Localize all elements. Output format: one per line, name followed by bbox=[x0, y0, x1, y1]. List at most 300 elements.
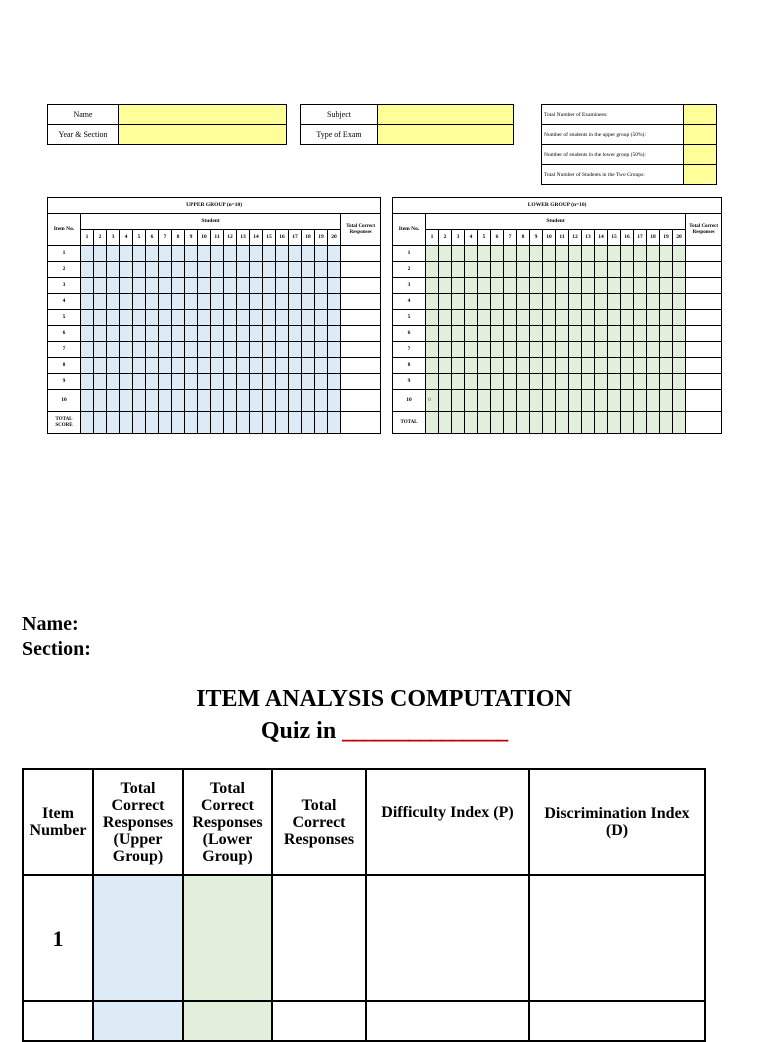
score-cell[interactable] bbox=[133, 358, 146, 374]
score-cell[interactable] bbox=[172, 374, 185, 390]
score-cell[interactable] bbox=[263, 390, 276, 412]
score-cell[interactable] bbox=[478, 294, 491, 310]
score-cell[interactable] bbox=[224, 390, 237, 412]
score-cell[interactable] bbox=[302, 390, 315, 412]
score-cell[interactable] bbox=[426, 326, 439, 342]
form-value-field[interactable] bbox=[119, 125, 287, 145]
score-cell[interactable] bbox=[569, 342, 582, 358]
score-cell[interactable] bbox=[198, 310, 211, 326]
score-cell[interactable] bbox=[211, 294, 224, 310]
score-cell[interactable] bbox=[426, 342, 439, 358]
student-total-cell[interactable] bbox=[634, 412, 647, 434]
score-cell[interactable] bbox=[608, 246, 621, 262]
score-cell[interactable] bbox=[146, 310, 159, 326]
score-cell[interactable] bbox=[504, 278, 517, 294]
score-cell[interactable] bbox=[289, 342, 302, 358]
score-cell[interactable] bbox=[556, 342, 569, 358]
score-cell[interactable] bbox=[439, 246, 452, 262]
score-cell[interactable] bbox=[439, 390, 452, 412]
student-total-cell[interactable] bbox=[439, 412, 452, 434]
score-cell[interactable] bbox=[120, 326, 133, 342]
score-cell[interactable] bbox=[452, 358, 465, 374]
score-cell[interactable] bbox=[302, 342, 315, 358]
student-total-cell[interactable] bbox=[302, 412, 315, 434]
score-cell[interactable] bbox=[647, 246, 660, 262]
score-cell[interactable] bbox=[81, 246, 94, 262]
score-cell[interactable] bbox=[276, 278, 289, 294]
score-cell[interactable] bbox=[634, 326, 647, 342]
score-cell[interactable] bbox=[94, 278, 107, 294]
score-cell[interactable] bbox=[276, 262, 289, 278]
score-cell[interactable] bbox=[556, 358, 569, 374]
score-cell[interactable] bbox=[673, 246, 686, 262]
score-cell[interactable] bbox=[556, 262, 569, 278]
student-total-cell[interactable] bbox=[185, 412, 198, 434]
item-total-cell[interactable] bbox=[341, 390, 381, 412]
score-cell[interactable] bbox=[250, 294, 263, 310]
score-cell[interactable] bbox=[582, 310, 595, 326]
score-cell[interactable] bbox=[159, 390, 172, 412]
score-cell[interactable] bbox=[595, 246, 608, 262]
score-cell[interactable] bbox=[530, 262, 543, 278]
score-cell[interactable] bbox=[159, 342, 172, 358]
item-total-cell[interactable] bbox=[341, 294, 381, 310]
student-total-cell[interactable] bbox=[465, 412, 478, 434]
score-cell[interactable] bbox=[276, 246, 289, 262]
score-cell[interactable] bbox=[517, 390, 530, 412]
score-cell[interactable] bbox=[478, 246, 491, 262]
score-cell[interactable] bbox=[237, 326, 250, 342]
score-cell[interactable] bbox=[289, 278, 302, 294]
score-cell[interactable] bbox=[634, 310, 647, 326]
score-cell[interactable] bbox=[478, 310, 491, 326]
item-total-cell[interactable] bbox=[686, 358, 722, 374]
score-cell[interactable] bbox=[133, 310, 146, 326]
item-total-cell[interactable] bbox=[341, 262, 381, 278]
score-cell[interactable] bbox=[224, 294, 237, 310]
score-cell[interactable] bbox=[94, 310, 107, 326]
score-cell[interactable] bbox=[250, 342, 263, 358]
score-cell[interactable] bbox=[556, 374, 569, 390]
student-total-cell[interactable] bbox=[673, 412, 686, 434]
score-cell[interactable] bbox=[263, 342, 276, 358]
score-cell[interactable] bbox=[582, 390, 595, 412]
difficulty-index-cell[interactable] bbox=[366, 1001, 529, 1041]
score-cell[interactable] bbox=[211, 246, 224, 262]
score-cell[interactable] bbox=[302, 262, 315, 278]
score-cell[interactable] bbox=[315, 278, 328, 294]
score-cell[interactable] bbox=[504, 246, 517, 262]
score-cell[interactable] bbox=[237, 262, 250, 278]
score-cell[interactable] bbox=[543, 262, 556, 278]
score-cell[interactable] bbox=[478, 262, 491, 278]
score-cell[interactable] bbox=[660, 374, 673, 390]
score-cell[interactable] bbox=[647, 310, 660, 326]
score-cell[interactable] bbox=[504, 310, 517, 326]
score-cell[interactable] bbox=[315, 326, 328, 342]
student-total-cell[interactable] bbox=[224, 412, 237, 434]
score-cell[interactable] bbox=[647, 390, 660, 412]
score-cell[interactable] bbox=[426, 246, 439, 262]
score-cell[interactable] bbox=[133, 246, 146, 262]
score-cell[interactable] bbox=[263, 246, 276, 262]
score-cell[interactable] bbox=[302, 358, 315, 374]
item-total-cell[interactable] bbox=[686, 246, 722, 262]
score-cell[interactable] bbox=[198, 358, 211, 374]
total-responses-cell[interactable] bbox=[272, 875, 366, 1001]
item-total-cell[interactable] bbox=[341, 326, 381, 342]
score-cell[interactable] bbox=[634, 262, 647, 278]
upper-responses-cell[interactable] bbox=[93, 1001, 183, 1041]
score-cell[interactable] bbox=[107, 342, 120, 358]
score-cell[interactable] bbox=[660, 390, 673, 412]
score-cell[interactable] bbox=[595, 374, 608, 390]
score-cell[interactable] bbox=[621, 358, 634, 374]
score-cell[interactable] bbox=[302, 278, 315, 294]
score-cell[interactable] bbox=[595, 326, 608, 342]
score-cell[interactable] bbox=[647, 294, 660, 310]
score-cell[interactable] bbox=[146, 374, 159, 390]
score-cell[interactable] bbox=[543, 246, 556, 262]
score-cell[interactable] bbox=[608, 262, 621, 278]
score-cell[interactable] bbox=[439, 310, 452, 326]
student-total-cell[interactable] bbox=[426, 412, 439, 434]
score-cell[interactable] bbox=[439, 278, 452, 294]
score-cell[interactable] bbox=[81, 294, 94, 310]
score-cell[interactable] bbox=[250, 390, 263, 412]
score-cell[interactable] bbox=[107, 326, 120, 342]
score-cell[interactable] bbox=[224, 310, 237, 326]
score-cell[interactable] bbox=[211, 374, 224, 390]
item-total-cell[interactable] bbox=[341, 310, 381, 326]
score-cell[interactable] bbox=[289, 390, 302, 412]
score-cell[interactable] bbox=[120, 278, 133, 294]
score-cell[interactable] bbox=[621, 262, 634, 278]
score-cell[interactable] bbox=[582, 326, 595, 342]
score-cell[interactable] bbox=[673, 374, 686, 390]
score-cell[interactable] bbox=[673, 294, 686, 310]
student-total-cell[interactable] bbox=[569, 412, 582, 434]
score-cell[interactable] bbox=[107, 374, 120, 390]
score-cell[interactable] bbox=[634, 390, 647, 412]
score-cell[interactable] bbox=[315, 342, 328, 358]
discrimination-index-cell[interactable] bbox=[529, 1001, 705, 1041]
score-cell[interactable] bbox=[530, 294, 543, 310]
score-cell[interactable] bbox=[159, 326, 172, 342]
score-cell[interactable] bbox=[263, 294, 276, 310]
score-cell[interactable] bbox=[621, 246, 634, 262]
score-cell[interactable] bbox=[289, 262, 302, 278]
student-total-cell[interactable] bbox=[478, 412, 491, 434]
score-cell[interactable] bbox=[452, 342, 465, 358]
score-cell[interactable] bbox=[582, 262, 595, 278]
score-cell[interactable] bbox=[211, 326, 224, 342]
score-cell[interactable] bbox=[120, 342, 133, 358]
score-cell[interactable] bbox=[465, 246, 478, 262]
score-cell[interactable] bbox=[439, 374, 452, 390]
student-total-cell[interactable] bbox=[120, 412, 133, 434]
score-cell[interactable] bbox=[328, 310, 341, 326]
score-cell[interactable] bbox=[172, 342, 185, 358]
score-cell[interactable] bbox=[159, 278, 172, 294]
score-cell[interactable] bbox=[107, 294, 120, 310]
score-cell[interactable] bbox=[172, 390, 185, 412]
score-cell[interactable] bbox=[198, 342, 211, 358]
form-value-field[interactable] bbox=[684, 165, 717, 185]
score-cell[interactable] bbox=[556, 390, 569, 412]
student-total-cell[interactable] bbox=[211, 412, 224, 434]
score-cell[interactable] bbox=[426, 294, 439, 310]
score-cell[interactable] bbox=[530, 358, 543, 374]
score-cell[interactable] bbox=[224, 342, 237, 358]
total-responses-cell[interactable] bbox=[272, 1001, 366, 1041]
student-total-cell[interactable] bbox=[517, 412, 530, 434]
score-cell[interactable] bbox=[107, 278, 120, 294]
score-cell[interactable] bbox=[426, 310, 439, 326]
score-cell[interactable] bbox=[491, 310, 504, 326]
student-total-cell[interactable] bbox=[608, 412, 621, 434]
score-cell[interactable] bbox=[491, 358, 504, 374]
score-cell[interactable] bbox=[478, 358, 491, 374]
score-cell[interactable] bbox=[465, 310, 478, 326]
score-cell[interactable] bbox=[426, 358, 439, 374]
score-cell[interactable] bbox=[660, 262, 673, 278]
score-cell[interactable] bbox=[543, 390, 556, 412]
score-cell[interactable] bbox=[608, 310, 621, 326]
score-cell[interactable] bbox=[237, 310, 250, 326]
score-cell[interactable] bbox=[172, 358, 185, 374]
score-cell[interactable] bbox=[198, 390, 211, 412]
score-cell[interactable] bbox=[673, 262, 686, 278]
score-cell[interactable] bbox=[543, 342, 556, 358]
score-cell[interactable] bbox=[582, 278, 595, 294]
score-cell[interactable] bbox=[517, 374, 530, 390]
score-cell[interactable] bbox=[146, 294, 159, 310]
score-cell[interactable] bbox=[185, 262, 198, 278]
score-cell[interactable] bbox=[530, 326, 543, 342]
student-total-cell[interactable] bbox=[81, 412, 94, 434]
item-total-cell[interactable] bbox=[686, 278, 722, 294]
upper-responses-cell[interactable] bbox=[93, 875, 183, 1001]
grand-total-cell[interactable] bbox=[686, 412, 722, 434]
student-total-cell[interactable] bbox=[250, 412, 263, 434]
score-cell[interactable] bbox=[315, 294, 328, 310]
score-cell[interactable] bbox=[478, 278, 491, 294]
item-total-cell[interactable] bbox=[686, 390, 722, 412]
score-cell[interactable] bbox=[569, 326, 582, 342]
score-cell[interactable] bbox=[426, 278, 439, 294]
score-cell[interactable] bbox=[81, 358, 94, 374]
score-cell[interactable] bbox=[660, 246, 673, 262]
score-cell[interactable] bbox=[621, 390, 634, 412]
score-cell[interactable] bbox=[426, 374, 439, 390]
score-cell[interactable] bbox=[621, 294, 634, 310]
score-cell[interactable] bbox=[673, 278, 686, 294]
score-cell[interactable] bbox=[634, 294, 647, 310]
score-cell[interactable] bbox=[660, 342, 673, 358]
score-cell[interactable] bbox=[582, 358, 595, 374]
score-cell[interactable] bbox=[224, 374, 237, 390]
item-total-cell[interactable] bbox=[686, 374, 722, 390]
item-total-cell[interactable] bbox=[686, 326, 722, 342]
score-cell[interactable] bbox=[504, 326, 517, 342]
score-cell[interactable] bbox=[159, 310, 172, 326]
score-cell[interactable] bbox=[556, 294, 569, 310]
score-cell[interactable] bbox=[107, 310, 120, 326]
score-cell[interactable] bbox=[452, 262, 465, 278]
student-total-cell[interactable] bbox=[504, 412, 517, 434]
score-cell[interactable] bbox=[185, 246, 198, 262]
score-cell[interactable] bbox=[465, 294, 478, 310]
score-cell[interactable] bbox=[543, 310, 556, 326]
score-cell[interactable] bbox=[439, 358, 452, 374]
score-cell[interactable] bbox=[478, 326, 491, 342]
score-cell[interactable] bbox=[582, 246, 595, 262]
score-cell[interactable] bbox=[621, 374, 634, 390]
student-total-cell[interactable] bbox=[595, 412, 608, 434]
score-cell[interactable] bbox=[289, 326, 302, 342]
score-cell[interactable] bbox=[81, 374, 94, 390]
score-cell[interactable] bbox=[185, 278, 198, 294]
score-cell[interactable] bbox=[224, 262, 237, 278]
score-cell[interactable] bbox=[250, 326, 263, 342]
score-cell[interactable] bbox=[452, 246, 465, 262]
score-cell[interactable] bbox=[608, 374, 621, 390]
score-cell[interactable] bbox=[517, 342, 530, 358]
score-cell[interactable] bbox=[491, 374, 504, 390]
score-cell[interactable] bbox=[478, 390, 491, 412]
score-cell[interactable] bbox=[146, 342, 159, 358]
score-cell[interactable] bbox=[491, 294, 504, 310]
score-cell[interactable] bbox=[530, 310, 543, 326]
score-cell[interactable] bbox=[465, 342, 478, 358]
score-cell[interactable] bbox=[172, 262, 185, 278]
item-total-cell[interactable] bbox=[341, 278, 381, 294]
score-cell[interactable] bbox=[94, 262, 107, 278]
score-cell[interactable] bbox=[94, 326, 107, 342]
score-cell[interactable] bbox=[504, 358, 517, 374]
score-cell[interactable] bbox=[315, 390, 328, 412]
score-cell[interactable] bbox=[315, 358, 328, 374]
score-cell[interactable] bbox=[198, 326, 211, 342]
score-cell[interactable] bbox=[621, 326, 634, 342]
score-cell[interactable] bbox=[120, 294, 133, 310]
score-cell[interactable] bbox=[647, 262, 660, 278]
score-cell[interactable] bbox=[302, 326, 315, 342]
score-cell[interactable] bbox=[660, 310, 673, 326]
score-cell[interactable] bbox=[569, 246, 582, 262]
score-cell[interactable] bbox=[328, 262, 341, 278]
score-cell[interactable] bbox=[289, 310, 302, 326]
score-cell[interactable] bbox=[250, 374, 263, 390]
student-total-cell[interactable] bbox=[647, 412, 660, 434]
score-cell[interactable] bbox=[302, 246, 315, 262]
score-cell[interactable] bbox=[517, 262, 530, 278]
score-cell[interactable] bbox=[172, 278, 185, 294]
score-cell[interactable] bbox=[224, 246, 237, 262]
score-cell[interactable] bbox=[185, 342, 198, 358]
score-cell[interactable] bbox=[211, 358, 224, 374]
score-cell[interactable] bbox=[452, 310, 465, 326]
score-cell[interactable] bbox=[81, 262, 94, 278]
score-cell[interactable] bbox=[276, 358, 289, 374]
score-cell[interactable] bbox=[556, 310, 569, 326]
score-cell[interactable] bbox=[133, 374, 146, 390]
score-cell[interactable] bbox=[328, 326, 341, 342]
score-cell[interactable] bbox=[159, 262, 172, 278]
score-cell[interactable] bbox=[465, 358, 478, 374]
score-cell[interactable] bbox=[107, 358, 120, 374]
score-cell[interactable] bbox=[211, 342, 224, 358]
score-cell[interactable] bbox=[452, 374, 465, 390]
score-cell[interactable] bbox=[315, 310, 328, 326]
score-cell[interactable] bbox=[634, 358, 647, 374]
score-cell[interactable] bbox=[276, 390, 289, 412]
score-cell[interactable] bbox=[276, 326, 289, 342]
score-cell[interactable] bbox=[647, 374, 660, 390]
score-cell[interactable] bbox=[276, 310, 289, 326]
score-cell[interactable] bbox=[647, 278, 660, 294]
item-total-cell[interactable] bbox=[341, 374, 381, 390]
score-cell[interactable] bbox=[608, 294, 621, 310]
score-cell[interactable] bbox=[224, 326, 237, 342]
score-cell[interactable] bbox=[543, 358, 556, 374]
score-cell[interactable] bbox=[465, 278, 478, 294]
score-cell[interactable] bbox=[237, 358, 250, 374]
score-cell[interactable] bbox=[673, 310, 686, 326]
score-cell[interactable] bbox=[660, 294, 673, 310]
lower-responses-cell[interactable] bbox=[183, 875, 272, 1001]
score-cell[interactable] bbox=[491, 262, 504, 278]
score-cell[interactable] bbox=[120, 374, 133, 390]
score-cell[interactable] bbox=[647, 358, 660, 374]
score-cell[interactable] bbox=[185, 326, 198, 342]
score-cell[interactable] bbox=[237, 390, 250, 412]
score-cell[interactable] bbox=[517, 358, 530, 374]
score-cell[interactable] bbox=[465, 262, 478, 278]
score-cell[interactable] bbox=[146, 262, 159, 278]
score-cell[interactable] bbox=[465, 374, 478, 390]
score-cell[interactable] bbox=[94, 374, 107, 390]
score-cell[interactable] bbox=[146, 278, 159, 294]
score-cell[interactable] bbox=[504, 374, 517, 390]
score-cell[interactable] bbox=[172, 246, 185, 262]
score-cell[interactable] bbox=[478, 342, 491, 358]
score-cell[interactable] bbox=[556, 278, 569, 294]
score-cell[interactable] bbox=[146, 390, 159, 412]
score-cell[interactable] bbox=[660, 358, 673, 374]
score-cell[interactable] bbox=[146, 246, 159, 262]
score-cell[interactable] bbox=[647, 326, 660, 342]
student-total-cell[interactable] bbox=[263, 412, 276, 434]
student-total-cell[interactable] bbox=[315, 412, 328, 434]
score-cell[interactable] bbox=[237, 342, 250, 358]
score-cell[interactable] bbox=[504, 262, 517, 278]
score-cell[interactable] bbox=[250, 246, 263, 262]
score-cell[interactable] bbox=[94, 358, 107, 374]
score-cell[interactable] bbox=[569, 310, 582, 326]
form-value-field[interactable] bbox=[378, 125, 514, 145]
score-cell[interactable] bbox=[569, 358, 582, 374]
score-cell[interactable] bbox=[673, 342, 686, 358]
score-cell[interactable] bbox=[647, 342, 660, 358]
score-cell[interactable] bbox=[595, 278, 608, 294]
score-cell[interactable] bbox=[634, 278, 647, 294]
score-cell[interactable] bbox=[263, 326, 276, 342]
student-total-cell[interactable] bbox=[530, 412, 543, 434]
score-cell[interactable] bbox=[94, 246, 107, 262]
score-cell[interactable] bbox=[276, 294, 289, 310]
